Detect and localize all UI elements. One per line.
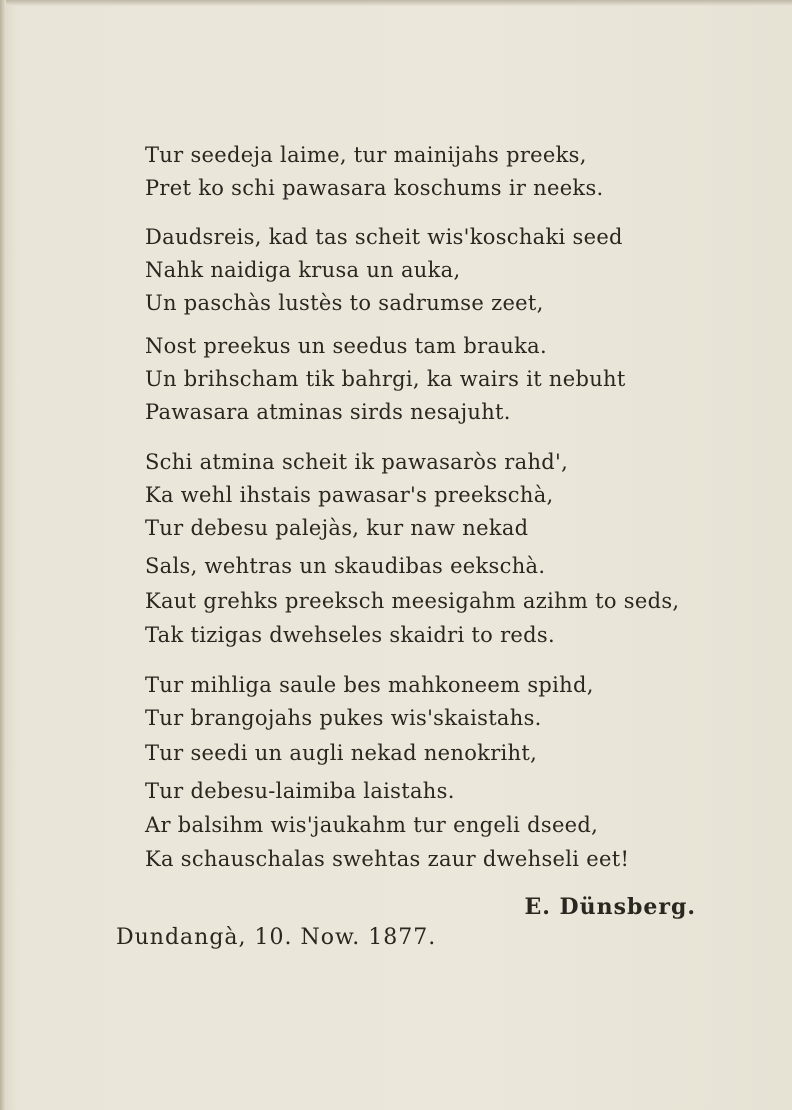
place-date-line: Dundangà, 10. Now. 1877.: [116, 925, 437, 950]
poem-line: Sals, wehtras un skaudibas eekschà.: [145, 554, 546, 578]
poem-line: Un paschàs lustès to sadrumse zeet,: [145, 291, 544, 315]
poem-line: Tur mihliga saule bes mahkoneem spihd,: [145, 673, 594, 697]
poem-line: Ka schauschalas swehtas zaur dwehseli eet!: [145, 847, 630, 871]
poem-line: Tur brangojahs pukes wis'skaistahs.: [145, 706, 542, 730]
poem-line: Pawasara atminas sirds nesajuht.: [145, 400, 511, 424]
poem-line: Schi atmina scheit ik pawasaròs rahd',: [145, 450, 569, 474]
poem-line: Ka wehl ihstais pawasar's preekschà,: [145, 483, 554, 507]
poem-line: Tur debesu palejàs, kur naw nekad: [145, 516, 529, 540]
poem-line: Tur debesu-laimiba laistahs.: [145, 779, 455, 803]
poem-line: Kaut grehks preeksch meesigahm azihm to seds,: [145, 589, 680, 613]
poem-line: Un brihscham tik bahrgi, ka wairs it nebuht: [145, 367, 626, 391]
poem-line: Ar balsihm wis'jaukahm tur engeli dseed,: [145, 813, 599, 837]
poem-line: Nahk naidiga krusa un auka,: [145, 258, 461, 282]
page-left-edge: [0, 0, 6, 1110]
poem-line: Tak tizigas dwehseles skaidri to reds.: [145, 623, 555, 647]
poem-line: Tur seedi un augli nekad nenokriht,: [145, 741, 538, 765]
poem-line: Daudsreis, kad tas scheit wis'koschaki seed: [145, 225, 623, 249]
poem-line: Nost preekus un seedus tam brauka.: [145, 334, 547, 358]
poem-line: Pret ko schi pawasara koschums ir neeks.: [145, 176, 604, 200]
page-top-edge: [0, 0, 792, 6]
poem-line: Tur seedeja laime, tur mainijahs preeks,: [145, 143, 587, 167]
author-signature: E. Dünsberg.: [524, 894, 696, 920]
